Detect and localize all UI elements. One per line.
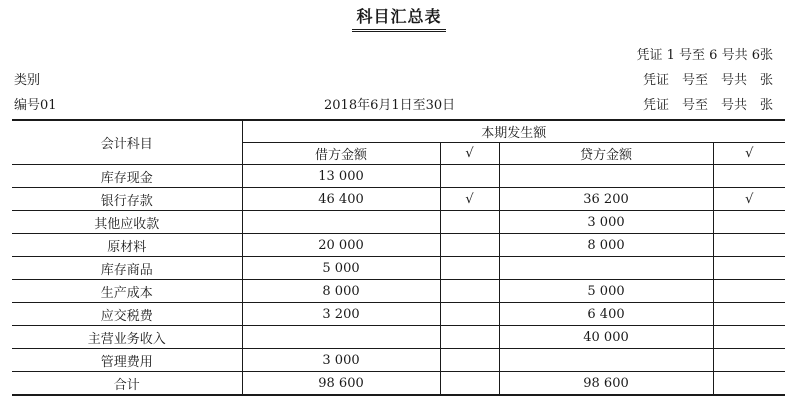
account-name: 银行存款 <box>12 188 242 211</box>
credit-check-mark <box>713 211 785 234</box>
debit-amount: 5 000 <box>242 257 440 280</box>
debit-amount <box>242 211 440 234</box>
total-debit-amount: 98 600 <box>242 372 440 396</box>
credit-amount <box>499 257 713 280</box>
table-row <box>12 303 785 326</box>
account-name: 其他应收款 <box>12 211 242 234</box>
credit-check-mark <box>713 280 785 303</box>
total-credit-check-mark <box>713 372 785 396</box>
account-name: 应交税费 <box>12 303 242 326</box>
total-debit-check-mark <box>440 372 499 396</box>
header-debit-check: √ <box>440 143 499 165</box>
credit-check-mark <box>713 349 785 372</box>
credit-amount: 3 000 <box>499 211 713 234</box>
debit-check-mark <box>440 303 499 326</box>
table-row <box>12 349 785 372</box>
debit-amount: 3 000 <box>242 349 440 372</box>
account-summary-table <box>12 119 785 396</box>
table-row <box>12 188 785 211</box>
header-credit: 贷方金额 <box>499 143 713 165</box>
debit-amount: 13 000 <box>242 165 440 188</box>
debit-amount: 8 000 <box>242 280 440 303</box>
voucher-range-line-2: 凭证 号至 号共 张 <box>642 73 773 88</box>
debit-check-mark <box>440 280 499 303</box>
credit-amount: 40 000 <box>499 326 713 349</box>
debit-amount: 46 400 <box>242 188 440 211</box>
credit-check-mark <box>713 303 785 326</box>
credit-amount <box>499 349 713 372</box>
debit-check-mark <box>440 326 499 349</box>
table-row <box>12 257 785 280</box>
account-name: 生产成本 <box>12 280 242 303</box>
debit-amount: 20 000 <box>242 234 440 257</box>
account-name: 管理费用 <box>12 349 242 372</box>
debit-check-mark <box>440 165 499 188</box>
debit-check-mark: √ <box>440 188 499 211</box>
header-credit-check: √ <box>713 143 785 165</box>
header-period-amount: 本期发生额 <box>242 120 785 143</box>
table-row <box>12 280 785 303</box>
account-name: 库存现金 <box>12 165 242 188</box>
credit-amount: 5 000 <box>499 280 713 303</box>
debit-check-mark <box>440 211 499 234</box>
credit-check-mark <box>713 234 785 257</box>
number-label: 编号01 <box>14 98 57 113</box>
credit-amount: 36 200 <box>499 188 713 211</box>
table-row <box>12 165 785 188</box>
debit-amount: 3 200 <box>242 303 440 326</box>
total-row <box>12 372 785 396</box>
header-account: 会计科目 <box>12 120 242 165</box>
total-credit-amount: 98 600 <box>499 372 713 396</box>
voucher-range-line-3: 凭证 号至 号共 张 <box>642 98 773 113</box>
table-row <box>12 234 785 257</box>
debit-check-mark <box>440 234 499 257</box>
debit-check-mark <box>440 257 499 280</box>
date-range: 2018年6月1日至30日 <box>324 98 456 113</box>
credit-amount: 6 400 <box>499 303 713 326</box>
header-debit: 借方金额 <box>242 143 440 165</box>
credit-check-mark: √ <box>713 188 785 211</box>
voucher-range-line-1: 凭证 1 号至 6 号共 6张 <box>636 48 773 63</box>
credit-check-mark <box>713 165 785 188</box>
account-name: 原材料 <box>12 234 242 257</box>
category-label: 类别 <box>14 73 41 88</box>
credit-amount <box>499 165 713 188</box>
credit-check-mark <box>713 257 785 280</box>
table-row <box>12 326 785 349</box>
credit-amount: 8 000 <box>499 234 713 257</box>
table-row <box>12 211 785 234</box>
account-name: 库存商品 <box>12 257 242 280</box>
total-label: 合计 <box>12 372 242 396</box>
document-title: 科目汇总表 <box>0 4 798 32</box>
credit-check-mark <box>713 326 785 349</box>
debit-amount <box>242 326 440 349</box>
account-name: 主营业务收入 <box>12 326 242 349</box>
debit-check-mark <box>440 349 499 372</box>
